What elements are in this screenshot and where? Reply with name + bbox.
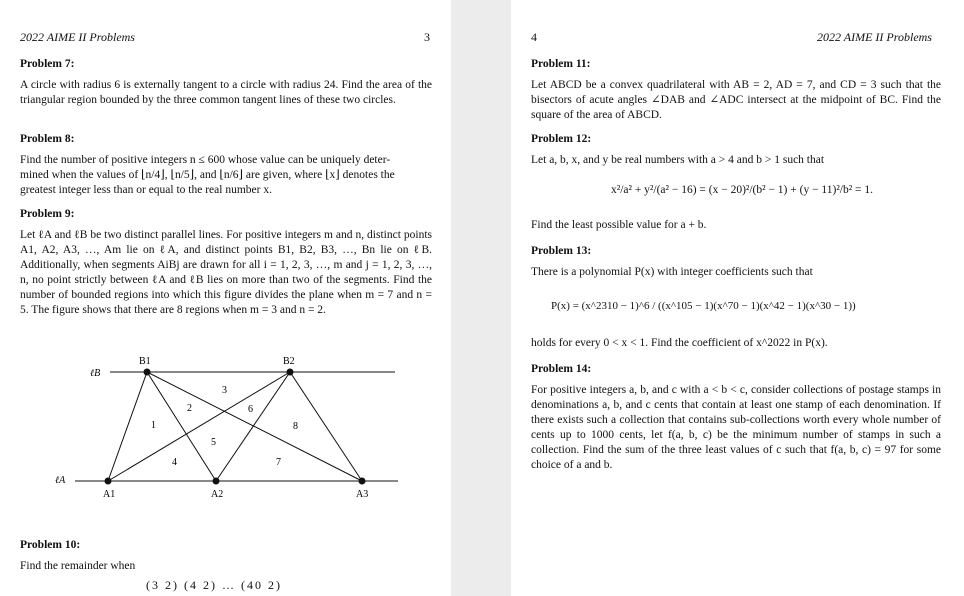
right-page xyxy=(511,0,964,596)
problem-8-line-3: greatest integer less than or equal to the real number x. xyxy=(20,184,272,196)
problem-9 xyxy=(20,207,432,318)
problem-10-partial-formula: (3 2) (4 2) … (40 2) xyxy=(146,578,282,592)
problem-11-title: Problem 11: xyxy=(531,58,591,70)
label-b1: B1 xyxy=(139,356,151,367)
region-label-3: 3 xyxy=(222,385,227,396)
problem-14-title: Problem 14: xyxy=(531,363,592,375)
problem-12-title: Problem 12: xyxy=(531,133,592,145)
page-gutter xyxy=(451,0,511,596)
label-b2: B2 xyxy=(283,356,295,367)
problem-12-followup xyxy=(531,218,941,233)
problem-7 xyxy=(20,57,432,108)
problem-8-line-1: Find the number of positive integers n ≤ 600 whose value can be uniquely deter- xyxy=(20,154,391,166)
problem-12-equation: x²/a² + y²/(a² − 16) = (x − 20)²/(b² − 1) + (y − 11)²/b² = 1. xyxy=(611,184,874,196)
problem-14-text: For positive integers a, b, and c with a < b < c, consider collections of postage stamps in denominations a, b, and c cents that contain at least one stamp of each denomination. If there exists such a collection that contains sub-collections worth every whole number of cents up to 1000 cents, let f(a, b, c) be the minimum number of stamps in such a collection. Find the sum of the three least values of c such that f(a, b, c) = 97 for some choice of a and b. xyxy=(531,384,941,471)
problem-13-followup xyxy=(531,336,941,351)
problem-10-text: Find the remainder when xyxy=(20,560,136,572)
segment-a2-b1 xyxy=(147,372,216,481)
problem-8-line-2: mined when the values of ⌊n/4⌋, ⌊n/5⌋, and ⌊n/6⌋ are given, where ⌊x⌋ denotes the xyxy=(20,169,395,181)
problem-10-title: Problem 10: xyxy=(20,539,81,551)
point-a2 xyxy=(213,478,220,485)
problem-7-text: A circle with radius 6 is externally tangent to a circle with radius 24. Find the area of the triangular region bounded by the three common tangent lines of these two circles. xyxy=(20,79,432,106)
right-header-title: 2022 AIME II Problems xyxy=(817,30,932,44)
label-a1: A1 xyxy=(103,489,116,500)
problem-10 xyxy=(20,538,432,574)
region-label-2: 2 xyxy=(187,403,192,414)
label-a2: A2 xyxy=(211,489,224,500)
problem-12 xyxy=(531,132,941,168)
segment-a1-b1 xyxy=(108,372,147,481)
problem-11-text: Let ABCD be a convex quadrilateral with AB = 2, AD = 7, and CD = 3 such that the bisectors of acute angles ∠DAB and ∠ADC intersect at the midpoint of BC. Find the square of the area of ABCD. xyxy=(531,79,941,121)
problem-13-title: Problem 13: xyxy=(531,245,592,257)
problem-13 xyxy=(531,244,941,280)
problem-12-text-2: Find the least possible value for a + b. xyxy=(531,219,707,231)
region-label-8: 8 xyxy=(293,421,298,432)
point-b2 xyxy=(287,369,294,376)
problem-14 xyxy=(531,362,941,473)
problem-12-text: Let a, b, x, and y be real numbers with a > 4 and b > 1 such that xyxy=(531,154,825,166)
label-a3: A3 xyxy=(356,489,369,500)
problem-8 xyxy=(20,132,432,198)
point-a3 xyxy=(359,478,366,485)
problem-13-text-2: holds for every 0 < x < 1. Find the coefficient of x^2022 in P(x). xyxy=(531,337,828,349)
point-b1 xyxy=(144,369,151,376)
region-label-5: 5 xyxy=(211,437,216,448)
region-label-7: 7 xyxy=(276,457,281,468)
left-header-title: 2022 AIME II Problems xyxy=(20,30,135,44)
problem-9-text: Let ℓA and ℓB be two distinct parallel lines. For positive integers m and n, distinct points A1, A2, A3, …, Am lie on ℓA, and distinct points B1, B2, B3, …, Bn lie on ℓB. Additionally, when segments AiBj are drawn for all i = 1, 2, 3, …, m and j = 1, 2, 3, …, n, no point strictly between ℓA and ℓB lies on more than two of the segments. Find the number of bounded regions into which this figure divides the plane when m = 7 and n = 5. The figure shows that there are 8 regions when m = 3 and n = 2. xyxy=(20,229,432,316)
problem-11 xyxy=(531,57,941,123)
problem-7-title: Problem 7: xyxy=(20,58,75,70)
problem-8-title: Problem 8: xyxy=(20,133,75,145)
left-page xyxy=(0,0,451,596)
segment-a3-b2 xyxy=(290,372,362,481)
segment-a3-b1 xyxy=(147,372,362,481)
problem-13-text: There is a polynomial P(x) with integer coefficients such that xyxy=(531,266,813,278)
problem-13-equation: P(x) = (x^2310 − 1)^6 / ((x^105 − 1)(x^70 − 1)(x^42 − 1)(x^30 − 1)) xyxy=(551,300,856,312)
parallel-lines-figure xyxy=(0,345,451,510)
right-page-number: 4 xyxy=(531,30,537,44)
problem-9-title: Problem 9: xyxy=(20,208,75,220)
label-line-a: ℓA xyxy=(55,475,66,486)
left-page-number: 3 xyxy=(424,30,430,44)
segment-a1-b2 xyxy=(108,372,290,481)
region-label-4: 4 xyxy=(172,457,177,468)
point-a1 xyxy=(105,478,112,485)
region-label-1: 1 xyxy=(151,420,156,431)
region-label-6: 6 xyxy=(248,404,253,415)
label-line-b: ℓB xyxy=(90,368,101,379)
